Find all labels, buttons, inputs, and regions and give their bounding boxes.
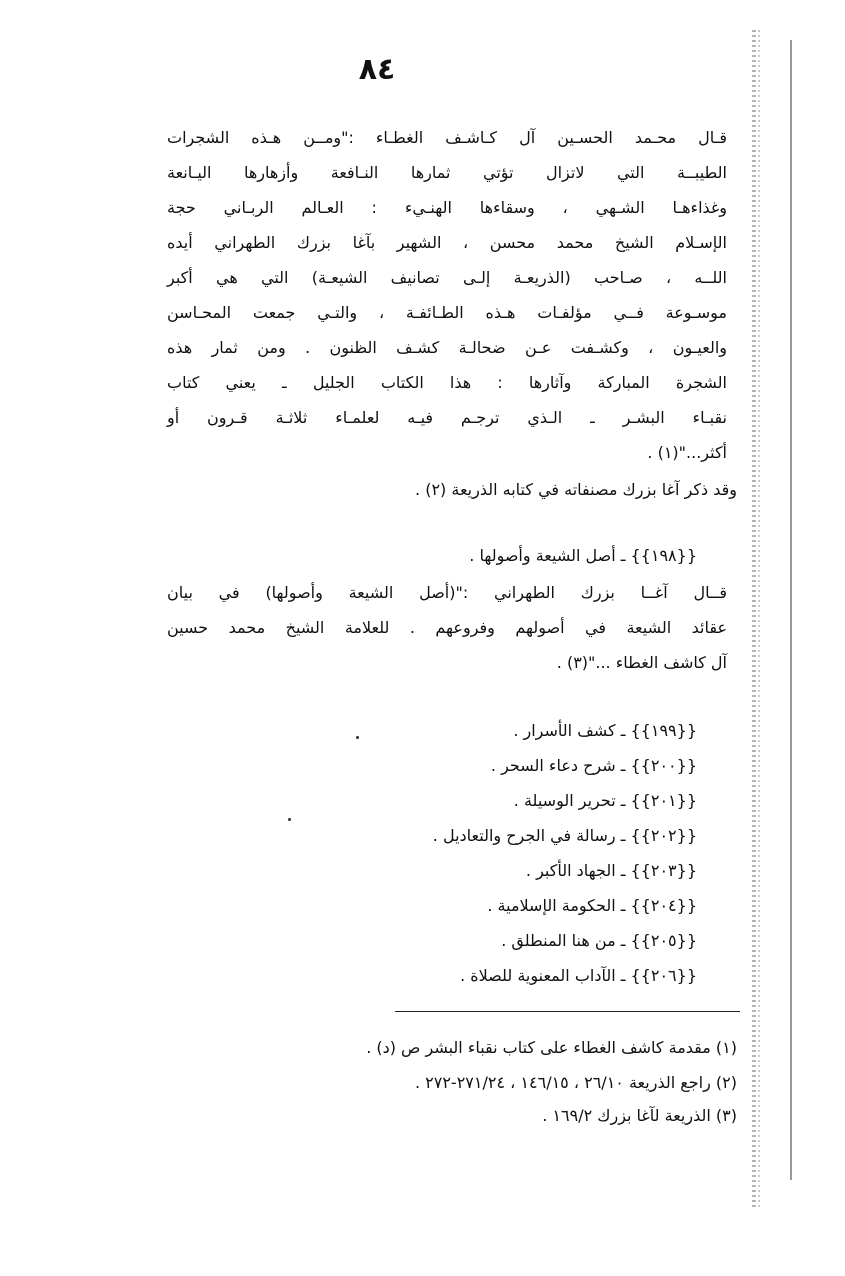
para1-line: قـال محـمد الحسـين آل كـاشـف الغطـاء :"ومــن هـذه الشجرات — [167, 128, 727, 147]
entry-item: {{٢٠٤}} ـ الحكومة الإسلامية . — [487, 896, 697, 915]
entry-heading: {{١٩٨}} ـ أصل الشيعة وأصولها . — [469, 546, 697, 565]
footnote: (١) مقدمة كاشف الغطاء على كتاب نقباء البشر ص (د) . — [366, 1038, 737, 1057]
para1-line: الشجرة المباركة وآثارها : هذا الكتاب الجليل ـ يعني كتاب — [167, 373, 727, 392]
footnote-separator — [395, 1011, 740, 1012]
scan-edge-line — [790, 40, 792, 1180]
footnote: (٣) الذريعة لآغا بزرك ١٦٩/٢ . — [542, 1106, 737, 1125]
para1-line: نقبـاء البشـر ـ الـذي ترجـم فيـه لعلمـاء ثلاثـة قـرون أو — [167, 408, 727, 427]
scan-speck — [356, 736, 359, 739]
scan-edge-shadow — [752, 30, 756, 1210]
entry-item: {{٢٠٥}} ـ من هنا المنطلق . — [501, 931, 697, 950]
paragraph: وقد ذكر آغا بزرك مصنفاته في كتابه الذريعة (٢) . — [415, 480, 737, 499]
page-number: ٨٤ — [358, 52, 396, 87]
entry-item: {{٢٠٠}} ـ شرح دعاء السحر . — [490, 756, 697, 775]
para3-line: عقائد الشيعة في أصولهم وفروعهم . للعلامة الشيخ محمد حسين — [167, 618, 727, 637]
scan-speck — [288, 818, 291, 821]
entry-item: {{٢٠٦}} ـ الآداب المعنوية للصلاة . — [460, 966, 697, 985]
scan-edge-shadow — [758, 30, 760, 1210]
para1-line: وغذاءهـا الشـهي ، وسقاءها الهنـيء : العـالم الربـاني حجة — [167, 198, 727, 217]
entry-item: {{١٩٩}} ـ كشف الأسرار . — [513, 721, 697, 740]
entry-item: {{٢٠٢}} ـ رسالة في الجرح والتعاديل . — [432, 826, 697, 845]
footnote: (٢) راجع الذريعة ٢٦/١٠ ، ١٤٦/١٥ ، ٢٧١/٢٤-٢٧٢ . — [414, 1073, 737, 1092]
para1-line: والعيـون ، وكشـفت عـن ضحالـة كشـف الظنون . ومن ثمار هذه — [167, 338, 727, 357]
entry-item: {{٢٠١}} ـ تحرير الوسيلة . — [513, 791, 697, 810]
para1-line: اللــه ، صـاحب (الذريعـة إلـى تصانيف الشيعـة) التي هي أكبر — [167, 268, 727, 287]
para1-line: موسـوعة فــي مؤلفـات هـذه الطـائفـة ، والتـي جمعت المحـاسن — [167, 303, 727, 322]
para1-line: الإسـلام الشيخ محمد محسن ، الشهير بآغا بزرك الطهراني أيده — [167, 233, 727, 252]
para3-line: آل كاشف الغطاء ..."(٣) . — [556, 653, 727, 672]
para1-line: أكثر..."(١) . — [647, 443, 727, 462]
entry-item: {{٢٠٣}} ـ الجهاد الأكبر . — [525, 861, 697, 880]
para3-line: قــال آغــا بزرك الطهراني :"(أصل الشيعة وأصولها) في بيان — [167, 583, 727, 602]
para1-line: الطيبــة التي لاتزال تؤتي ثمارها النـافعة وأزهارها اليـانعة — [167, 163, 727, 182]
